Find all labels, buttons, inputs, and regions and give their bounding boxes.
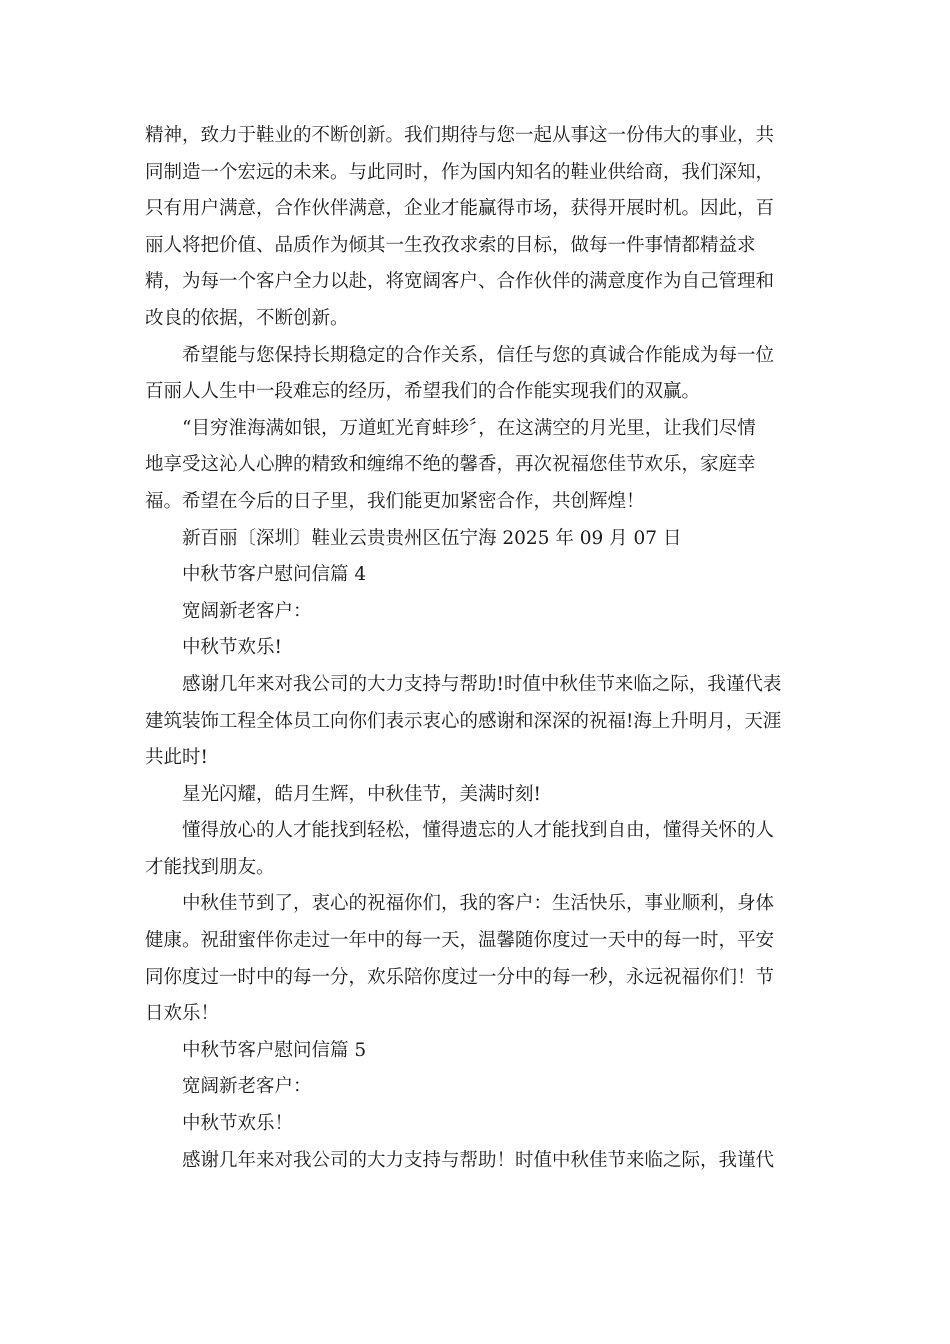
salutation: 宽阔新老客户： <box>182 600 312 622</box>
paragraph-start: 中秋佳节到了，衷心的祝福你们，我的客户：生活快乐，事业顺利，身体 <box>182 893 775 915</box>
paragraph-start: 感谢几年来对我公司的大力支持与帮助!时值中秋佳节来临之际，我谨代表 <box>182 673 782 695</box>
section-heading: 中秋节客户慰问信篇 4 <box>182 564 367 586</box>
text-line: 同制造一个宏远的未来。与此同时，作为国内知名的鞋业供给商，我们深知， <box>145 161 775 183</box>
paragraph-start: 希望能与您保持长期稳定的合作关系，信任与您的真诚合作能成为每一位 <box>182 344 775 366</box>
text-line: 同你度过一时中的每一分，欢乐陪你度过一分中的每一秒，永远祝福你们！节 <box>145 966 775 988</box>
text-line: 精，为每一个客户全力以赴，将宽阔客户、合作伙伴的满意度作为自己管理和 <box>145 271 775 293</box>
text-line: 福。希望在今后的日子里，我们能更加紧密合作，共创辉煌！ <box>145 490 645 512</box>
paragraph-start: 感谢几年来对我公司的大力支持与帮助！时值中秋佳节来临之际，我谨代 <box>182 1149 775 1171</box>
text-line: 建筑装饰工程全体员工向你们表示衷心的感谢和深深的祝福!海上升明月，天涯 <box>145 710 782 732</box>
text-line: 健康。祝甜蜜伴你走过一年中的每一天，温馨随你度过一天中的每一时，平安 <box>145 930 775 952</box>
text-line: 日欢乐！ <box>145 1003 220 1025</box>
text-line: 才能找到朋友。 <box>145 856 275 878</box>
text-line: 共此时! <box>145 747 208 769</box>
text-line: 精神，致力于鞋业的不断创新。我们期待与您一起从事这一份伟大的事业，共 <box>145 125 775 146</box>
document-body <box>145 118 805 1179</box>
greeting: 中秋节欢乐！ <box>182 1113 294 1135</box>
greeting: 中秋节欢乐! <box>182 637 282 659</box>
salutation: 宽阔新老客户： <box>182 1076 312 1098</box>
signature-line: 新百丽〔深圳〕鞋业云贵贵州区伍宁海 2025 年 09 月 07 日 <box>182 527 682 549</box>
text-line: 百丽人人生中一段难忘的经历，希望我们的合作能实现我们的双赢。 <box>145 381 701 403</box>
paragraph-start: 星光闪耀，皓月生辉，中秋佳节，美满时刻! <box>182 783 541 805</box>
paragraph-start: “目穷淮海满如银，万道虹光育蚌珍〞，在这满空的月光里，让我们尽情 <box>182 417 756 439</box>
text-line: 丽人将把价值、品质作为倾其一生孜孜求索的目标，做每一件事情都精益求 <box>145 234 756 256</box>
text-line: 只有用户满意，合作伙伴满意，企业才能赢得市场，获得开展时机。因此，百 <box>145 198 775 220</box>
text-line: 改良的依据，不断创新。 <box>145 307 349 329</box>
paragraph-start: 懂得放心的人才能找到轻松，懂得遗忘的人才能找到自由，懂得关怀的人 <box>182 820 775 842</box>
text-line: 地享受这沁人心脾的精致和缠绵不绝的馨香，再次祝福您佳节欢乐，家庭幸 <box>145 454 756 476</box>
section-heading: 中秋节客户慰问信篇 5 <box>182 1039 367 1061</box>
